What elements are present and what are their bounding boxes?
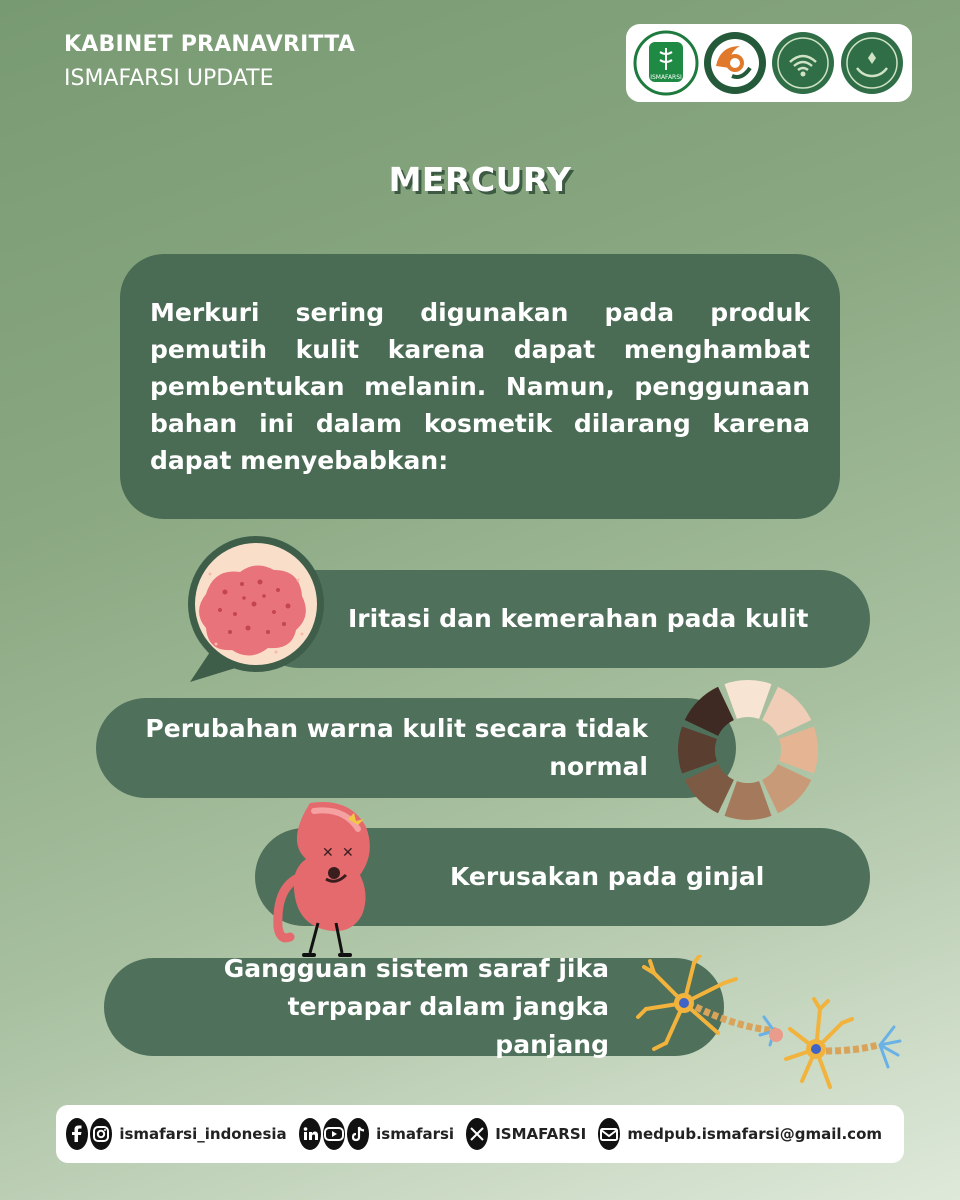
x-handle[interactable]: ISMAFARSI [495,1125,587,1143]
youtube-icon[interactable] [323,1118,345,1150]
linkedin-icon[interactable] [299,1118,321,1150]
skin-tone-wheel-icon [676,678,820,822]
intro-text: Merkuri sering digunakan pada produk pemutih kulit karena dapat menghambat pembentukan melanin. Namun, penggunaan bahan ini dalam kosmetik dilarang karena dapat menyebabkan: [150,298,810,475]
x-icon[interactable] [466,1118,488,1150]
skin-tone-segment [762,764,811,813]
tiktok-icon[interactable] [347,1118,369,1150]
instagram-handle[interactable]: ismafarsi_indonesia [119,1125,287,1143]
intro-card [120,254,840,519]
care-hands-logo [839,30,905,96]
effect-label-4: Gangguan sistem saraf jika terpapar dalam jangka panjang [223,954,609,1059]
instagram-icon[interactable] [90,1118,112,1150]
svg-text:✕: ✕ [322,845,334,861]
svg-text:✕: ✕ [342,845,354,861]
effect-label-2: Perubahan warna kulit secara tidak normal [145,714,648,781]
header-subtitle: ISMAFARSI UPDATE [64,66,274,91]
ismafarsi-logo-text: ISMAFARSI [650,74,683,81]
page-title: MERCURY [388,160,572,199]
footer-bar [56,1105,904,1163]
effect-pill-4 [104,954,724,1059]
ismafarsi-logo [633,30,699,96]
skin-irritation-icon [180,534,330,686]
social-handle[interactable]: ismafarsi [376,1125,455,1143]
effect-label-1: Iritasi dan kemerahan pada kulit [348,604,809,633]
skin-tone-segment [685,687,734,736]
facebook-icon[interactable] [66,1118,88,1150]
effect-label-3: Kerusakan pada ginjal [450,862,765,891]
email-address[interactable]: medpub.ismafarsi@gmail.com [627,1125,883,1143]
skin-tone-segment [724,781,771,820]
email-icon[interactable] [598,1118,620,1150]
skin-tone-segment [762,687,811,736]
sick-kidney-icon [270,795,380,960]
neuron-icon [636,955,916,1095]
skin-tone-segment [685,764,734,813]
cabinet-logo [702,30,768,96]
logo-strip [626,24,912,102]
effect-pill-2 [96,698,736,798]
skin-tone-segment [678,726,717,773]
skin-tone-segment [724,680,771,719]
effect-pill-1 [250,570,870,668]
skin-tone-segment [779,726,818,773]
header-title: KABINET PRANAVRITTA [64,32,355,57]
network-logo [770,30,836,96]
